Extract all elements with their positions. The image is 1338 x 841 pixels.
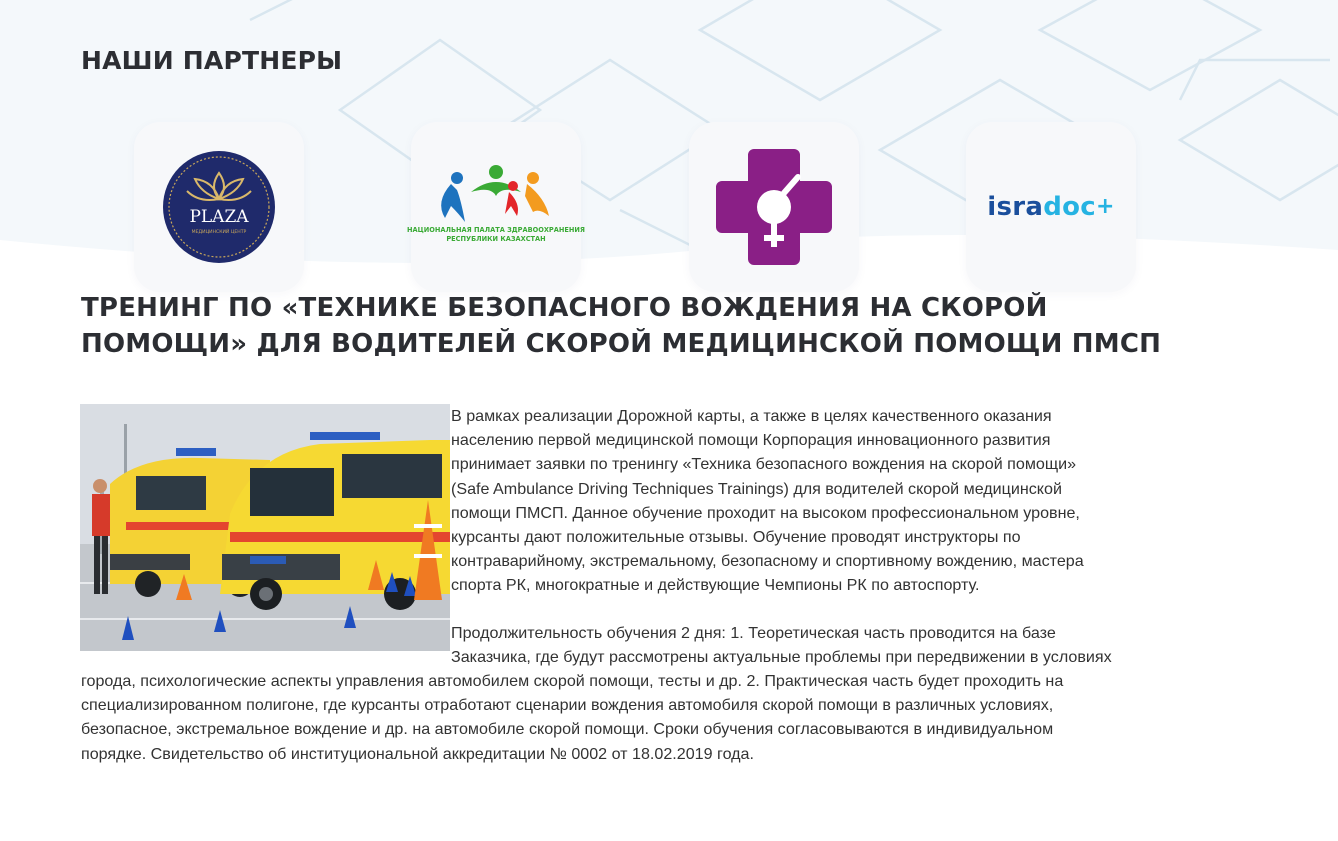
- paragraph-1-line: населению первой медицинской помощи Корпорация инновационного развития: [451, 431, 1051, 450]
- national-chamber-text-1: НАЦИОНАЛЬНАЯ ПАЛАТА ЗДРАВООХРАНЕНИЯ: [407, 226, 585, 234]
- national-chamber-logo: [407, 162, 585, 252]
- paragraph-2-line: безопасное, экстремальное вождение и др. на автомобиле скорой помощи. Сроки обучения согласовываются в индивидуальном: [81, 720, 1054, 739]
- paragraph-1-line: контраварийному, экстремальному, безопасному и спортивному вождению, мастера: [451, 552, 1084, 571]
- plaza-logo: [161, 149, 277, 265]
- plaza-logo-text: PLAZA: [189, 207, 249, 227]
- article-image: [80, 404, 450, 651]
- article-title-line-1: ТРЕНИНГ ПО «ТЕХНИКЕ БЕЗОПАСНОГО ВОЖДЕНИЯ НА СКОРОЙ: [81, 293, 1048, 323]
- isradoc-logo-part1: isra: [987, 192, 1044, 222]
- article-paragraph-1: [451, 404, 1084, 598]
- article-paragraph-2-right: [451, 621, 1112, 669]
- partner-card-isradoc[interactable]: [966, 122, 1136, 292]
- isradoc-logo: [987, 192, 1115, 222]
- partners-title: НАШИ ПАРТНЕРЫ: [81, 46, 343, 75]
- paragraph-2-line: специализированном полигоне, где курсанты отработают сценарии вождения автомобиля скорой помощи в различных условиях,: [81, 696, 1054, 715]
- paragraph-2-line: порядке. Свидетельство об институциональной аккредитации № 0002 от 18.02.2019 года.: [81, 744, 754, 763]
- paragraph-1-line: помощи ПМСП. Данное обучение проходит на высоком профессиональном уровне,: [451, 503, 1080, 522]
- partner-card-national-chamber[interactable]: [407, 122, 585, 292]
- partner-card-women-health[interactable]: [689, 122, 859, 292]
- article-paragraph-2-full: [81, 669, 1063, 766]
- paragraph-1-line: (Safe Ambulance Driving Techniques Trainings) для водителей скорой медицинской: [451, 479, 1062, 498]
- article-title-line-2: ПОМОЩИ» ДЛЯ ВОДИТЕЛЕЙ СКОРОЙ МЕДИЦИНСКОЙ ПОМОЩИ ПМСП: [81, 329, 1162, 359]
- partner-card-plaza[interactable]: [134, 122, 304, 292]
- isradoc-logo-part2: doc: [1043, 192, 1097, 222]
- medical-cross-logo: [716, 149, 832, 265]
- national-chamber-text-2: РЕСПУБЛИКИ КАЗАХСТАН: [446, 235, 546, 243]
- plaza-logo-subtext: МЕДИЦИНСКИЙ ЦЕНТР: [191, 230, 247, 235]
- paragraph-1-line: курсанты дают положительные отзывы. Обучение проводят инструкторы по: [451, 528, 1021, 547]
- paragraph-2-line: Заказчика, где будут рассмотрены актуальные проблемы при передвижении в условиях: [451, 648, 1112, 667]
- paragraph-1-line: принимает заявки по тренингу «Техника безопасного вождения на скорой помощи»: [451, 455, 1077, 474]
- article-title: [81, 290, 1261, 362]
- isradoc-plus-icon: +: [1096, 194, 1115, 219]
- paragraph-2-line: города, психологические аспекты управления автомобилем скорой помощи, тесты и др. 2. Практическая часть будет проходить на: [81, 672, 1064, 690]
- paragraph-1-line: В рамках реализации Дорожной карты, а также в целях качественного оказания: [451, 407, 1052, 425]
- paragraph-2-line: Продолжительность обучения 2 дня: 1. Теоретическая часть проводится на базе: [451, 624, 1056, 642]
- paragraph-1-line: спорта РК, многократные и действующие Чемпионы РК по автоспорту.: [451, 576, 980, 595]
